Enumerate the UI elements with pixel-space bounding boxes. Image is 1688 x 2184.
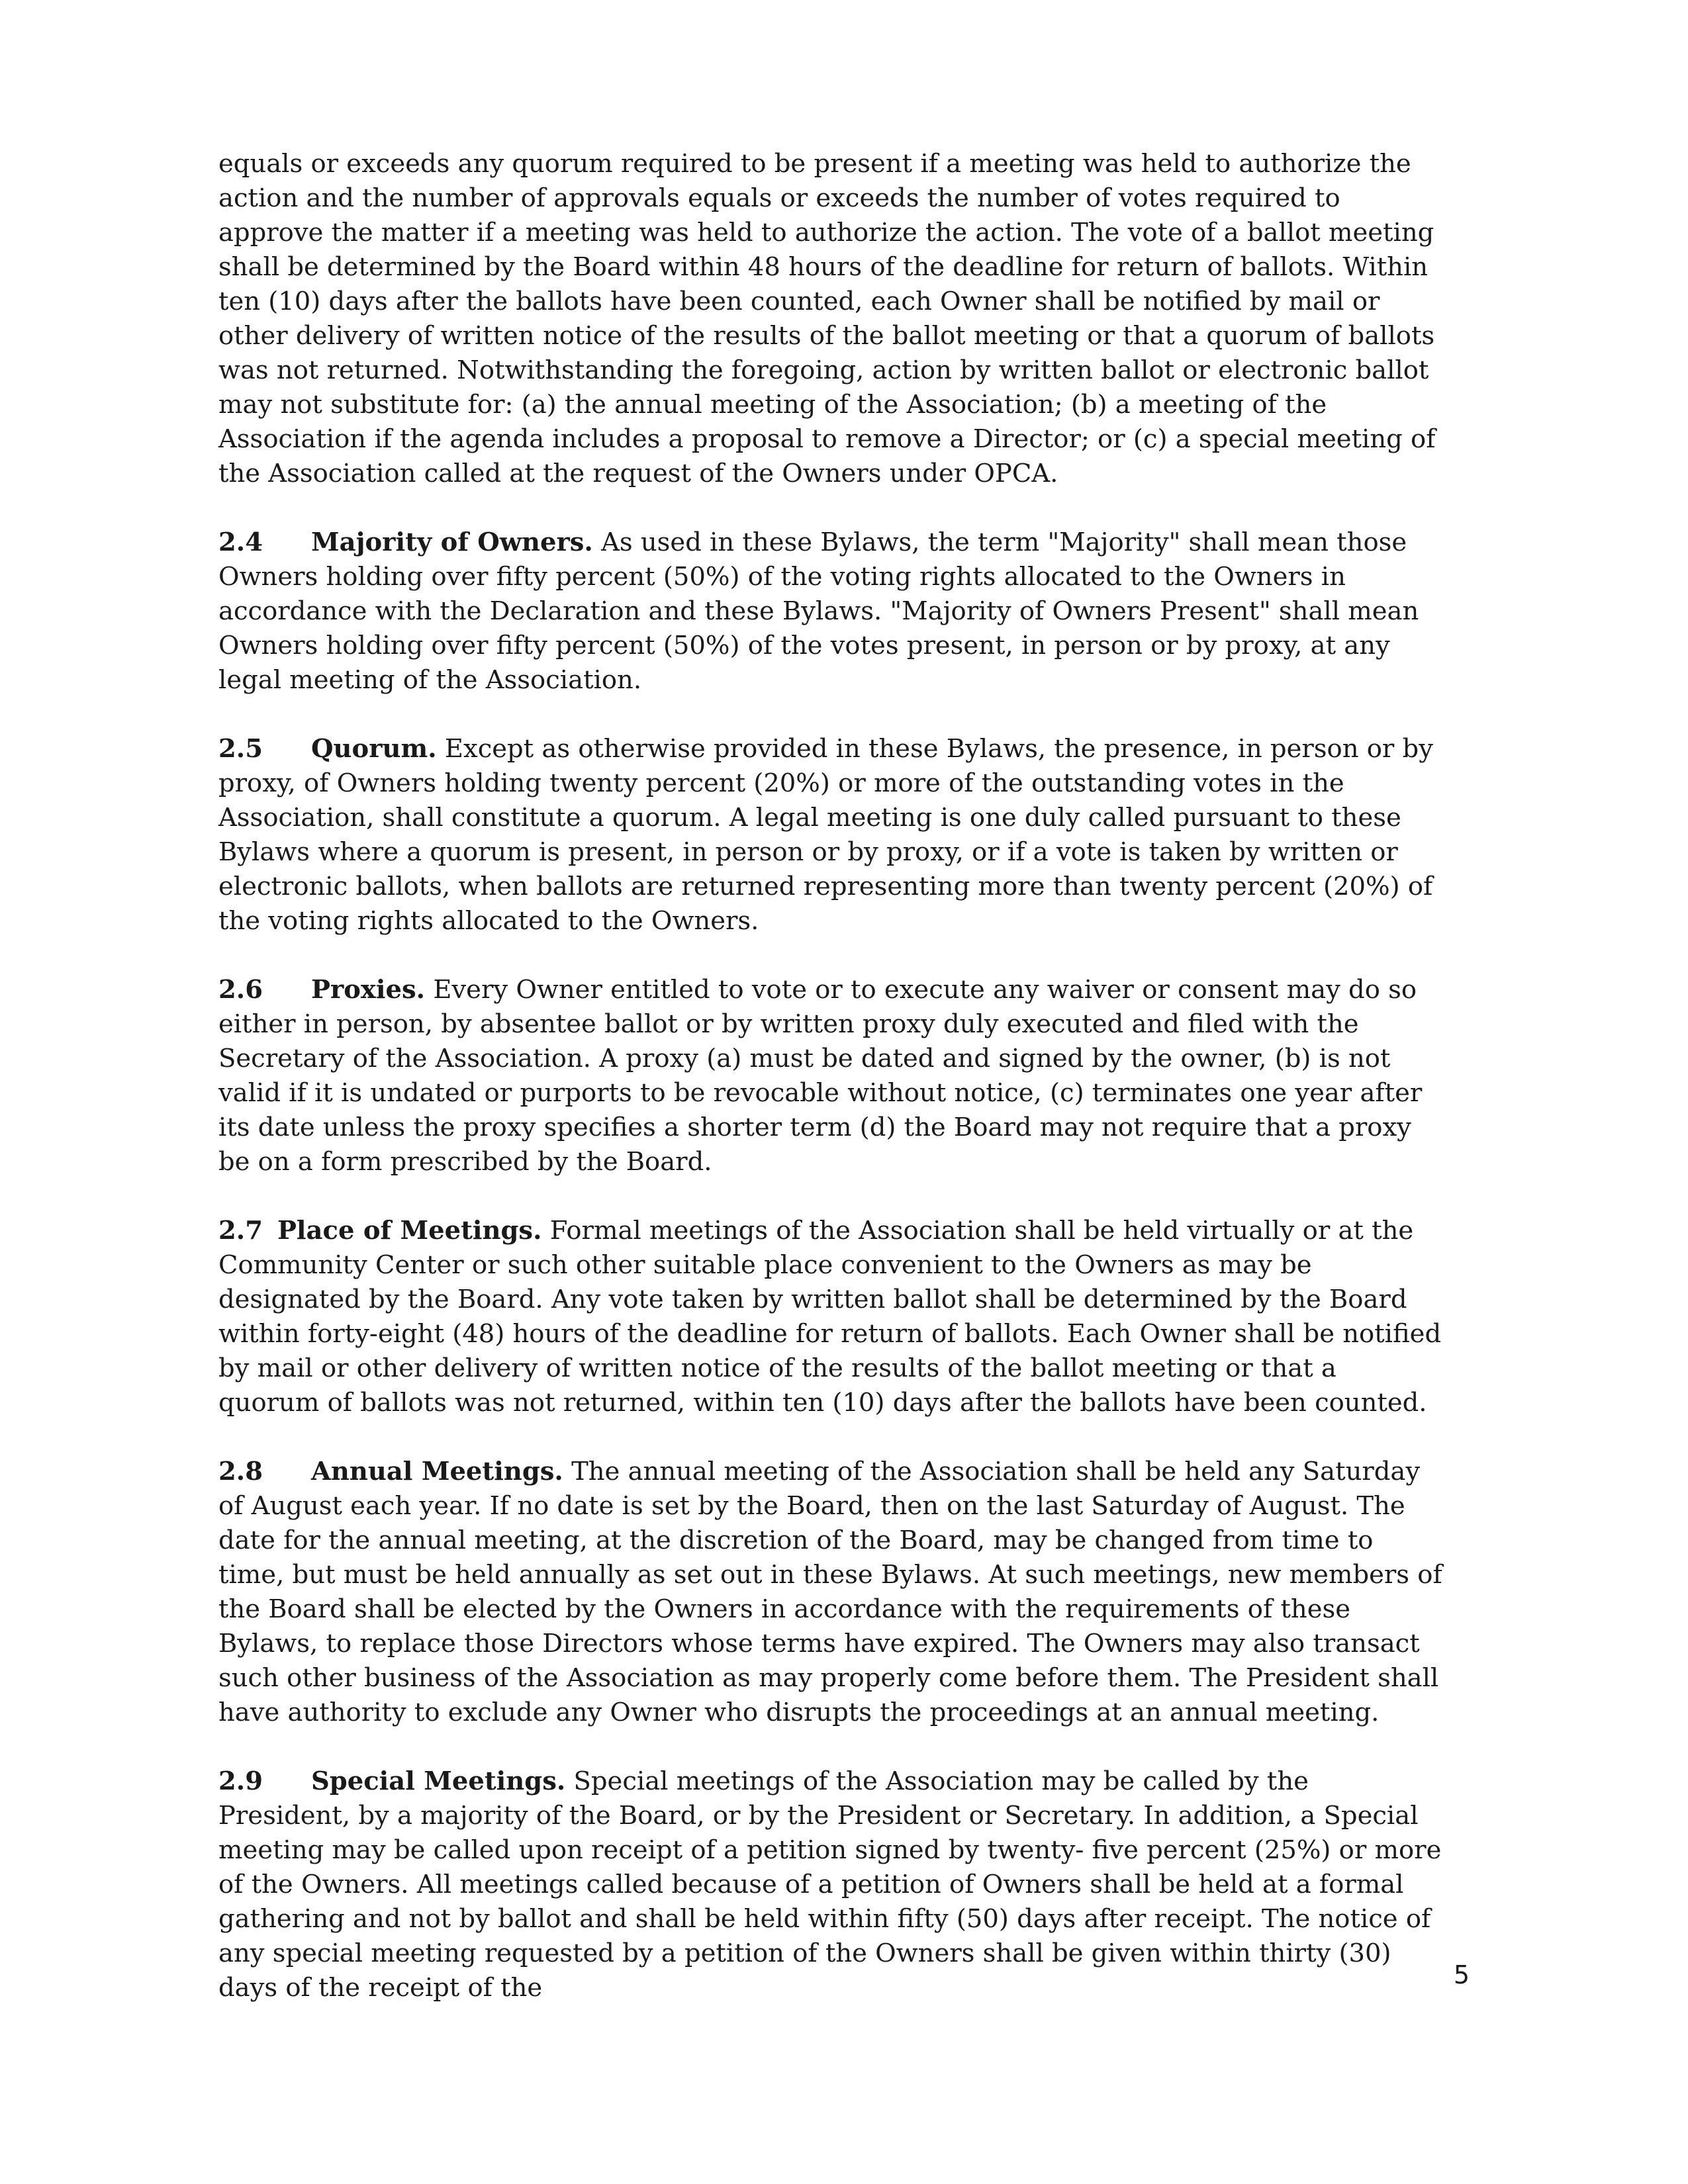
section-number: 2.9 (218, 1766, 263, 1796)
section-2-4 (218, 525, 1443, 698)
section-2-7 (218, 1214, 1443, 1420)
section-2-8 (218, 1455, 1443, 1730)
document-body (218, 147, 1443, 2005)
section-2-6 (218, 973, 1443, 1179)
section-number: 2.7 (218, 1216, 263, 1246)
section-body: Formal meetings of the Association shall be held virtually or at the Community Center or such other suitable place convenient to the Owners as may be designated by the Board. Any vote taken by written ballot shall be determined by the Board within forty-eight (48) hours of the deadline for return of ballots. Each Owner shall be notified by mail or other delivery of written notice of the results of the ballot meeting or that a quorum of ballots was not returned, within ten (10) days after the ballots have been counted. (218, 1216, 1442, 1418)
continuation-paragraph (218, 147, 1443, 491)
section-title: Annual Meetings. (311, 1457, 563, 1486)
section-body: Special meetings of the Association may be called by the President, by a majority of the Board, or by the President or Secretary. In addition, a Special meeting may be called upon receipt of a petition signed by twenty- five percent (25%) or more of the Owners. All meetings called because of a petition of Owners shall be held at a formal gathering and not by ballot and shall be held within fifty (50) days after receipt. The notice of any special meeting requested by a petition of the Owners shall be given within thirty (30) days of the receipt of the (218, 1766, 1442, 2003)
section-body: The annual meeting of the Association shall be held any Saturday of August each year. If no date is set by the Board, then on the last Saturday of August. The date for the annual meeting, at the discretion of the Board, may be changed from time to time, but must be held annually as set out in these Bylaws. At such meetings, new members of the Board shall be elected by the Owners in accordance with the requirements of these Bylaws, to replace those Directors whose terms have expired. The Owners may also transact such other business of the Association as may properly come before them. The President shall have authority to exclude any Owner who disrupts the proceedings at an annual meeting. (218, 1457, 1442, 1727)
page-number: 5 (1453, 1960, 1470, 1989)
section-title: Place of Meetings. (277, 1216, 542, 1246)
section-2-5 (218, 732, 1443, 938)
section-body: Except as otherwise provided in these Bylaws, the presence, in person or by proxy, of Owners holding twenty percent (20%) or more of the outstanding votes in the Association, shall constitute a quorum. A legal meeting is one duly called pursuant to these Bylaws where a quorum is present, in person or by proxy, or if a vote is taken by written or electronic ballots, when ballots are returned representing more than twenty percent (20%) of the voting rights allocated to the Owners. (218, 734, 1433, 936)
section-title: Proxies. (311, 975, 426, 1005)
section-number: 2.5 (218, 734, 263, 764)
section-title: Special Meetings. (311, 1766, 566, 1796)
continuation-text: equals or exceeds any quorum required to be present if a meeting was held to authorize the action and the number of approvals equals or exceeds the number of votes required to approve the matter if a meeting was held to authorize the action. The vote of a ballot meeting shall be determined by the Board within 48 hours of the deadline for return of ballots. Within ten (10) days after the ballots have been counted, each Owner shall be notified by mail or other delivery of written notice of the results of the ballot meeting or that a quorum of ballots was not returned. Notwithstanding the foregoing, action by written ballot or electronic ballot may not substitute for: (a) the annual meeting of the Association; (b) a meeting of the Association if the agenda includes a proposal to remove a Director; or (c) a special meeting of the Association called at the request of the Owners under OPCA. (218, 149, 1436, 488)
section-number: 2.4 (218, 527, 263, 557)
section-number: 2.6 (218, 975, 263, 1005)
section-title: Quorum. (311, 734, 437, 764)
section-body: As used in these Bylaws, the term "Majority" shall mean those Owners holding over fifty percent (50%) of the voting rights allocated to the Owners in accordance with the Declaration and these Bylaws. "Majority of Owners Present" shall mean Owners holding over fifty percent (50%) of the votes present, in person or by proxy, at any legal meeting of the Association. (218, 527, 1419, 695)
section-body: Every Owner entitled to vote or to execute any waiver or consent may do so either in person, by absentee ballot or by written proxy duly executed and filed with the Secretary of the Association. A proxy (a) must be dated and signed by the owner, (b) is not valid if it is undated or purports to be revocable without notice, (c) terminates one year after its date unless the proxy specifies a shorter term (d) the Board may not require that a proxy be on a form prescribed by the Board. (218, 975, 1423, 1177)
section-2-9 (218, 1764, 1443, 2005)
section-title: Majority of Owners. (311, 527, 593, 557)
section-number: 2.8 (218, 1457, 263, 1486)
